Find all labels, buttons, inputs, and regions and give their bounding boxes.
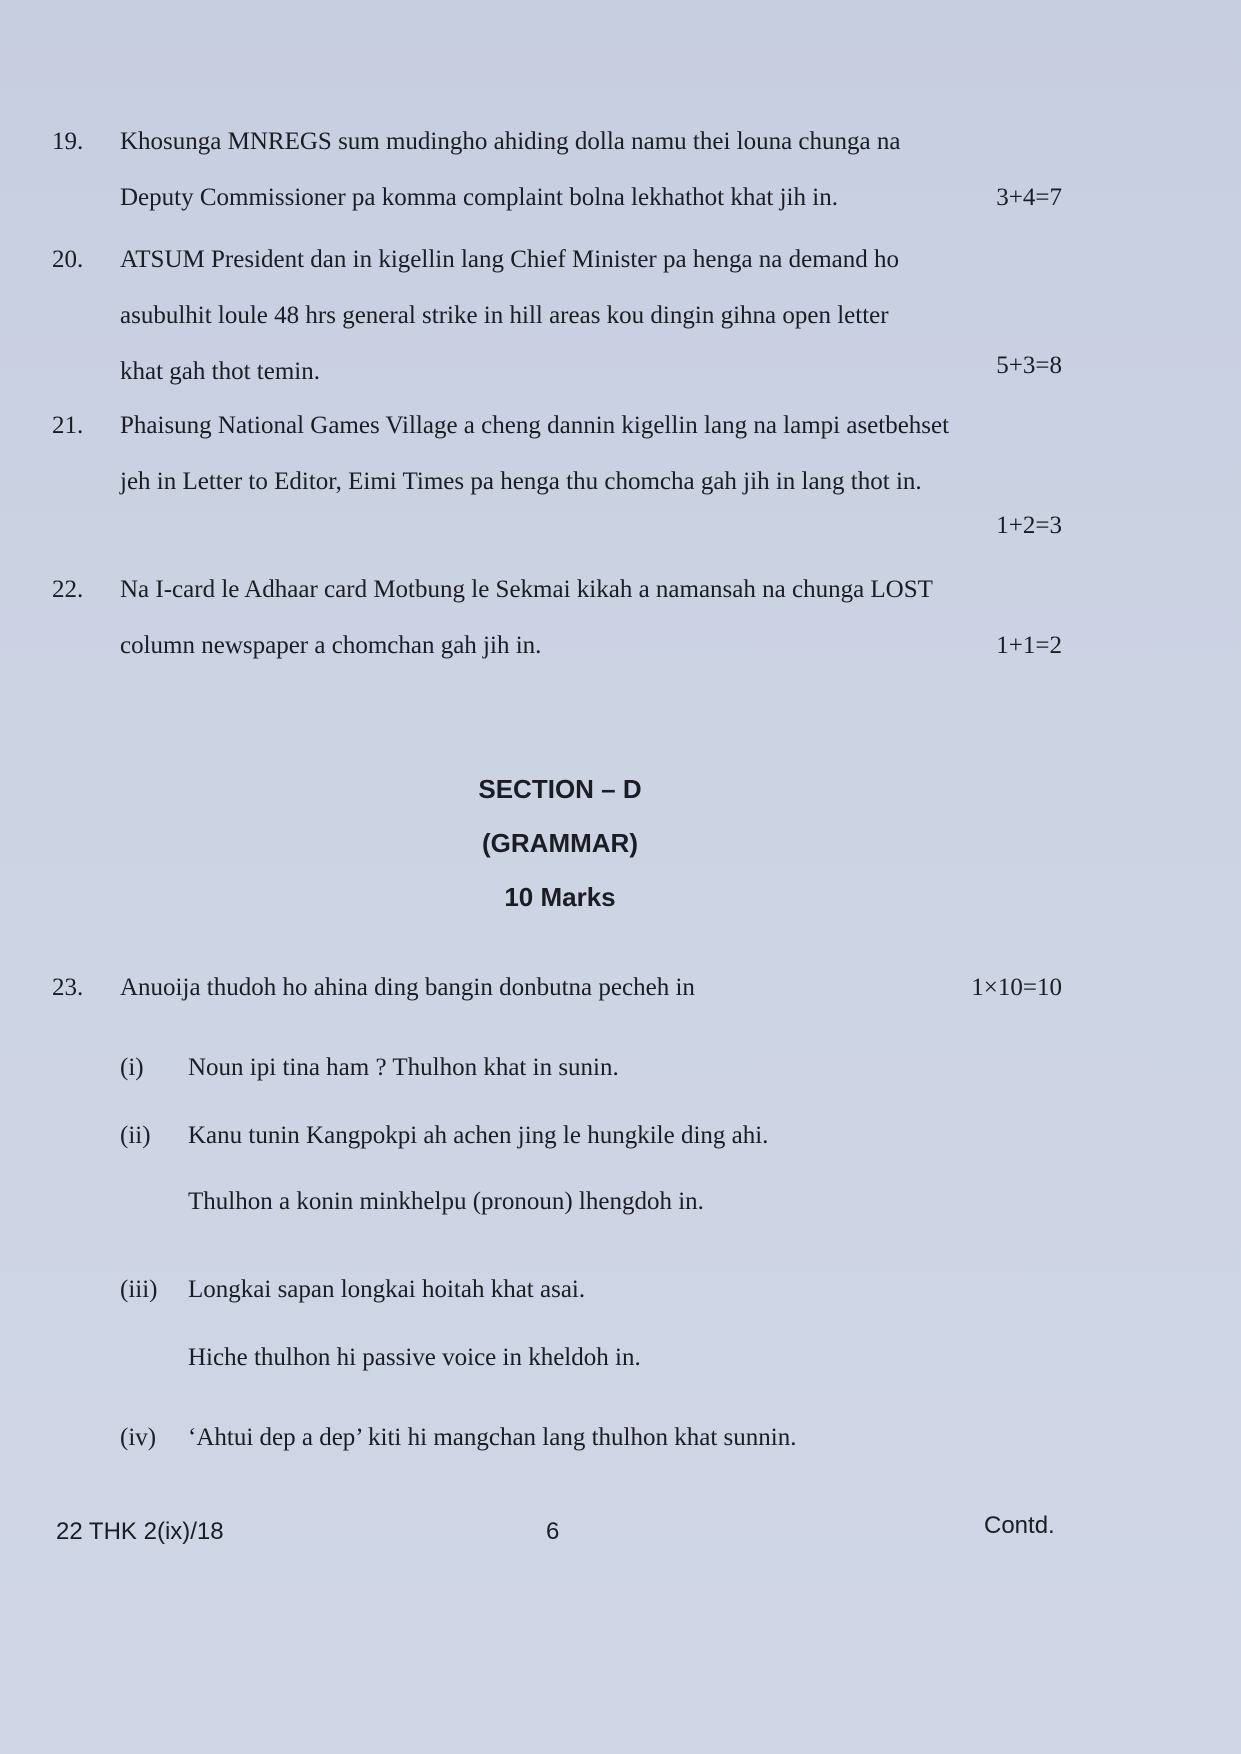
section-marks: 10 Marks xyxy=(504,882,616,912)
question-marks: 1+1=2 xyxy=(996,632,1062,659)
question-marks: 5+3=8 xyxy=(996,352,1062,379)
sub-question-label: (iii) xyxy=(120,1276,158,1303)
page-number: 6 xyxy=(546,1518,560,1545)
question-marks: 1×10=10 xyxy=(971,974,1062,1001)
sub-question-text: ‘Ahtui dep a dep’ kiti hi mangchan lang thulhon khat sunnin. xyxy=(188,1424,797,1451)
section-title: SECTION – D xyxy=(478,774,642,804)
section-subtitle: (GRAMMAR) xyxy=(482,828,638,858)
continued-label: Contd. xyxy=(984,1512,1055,1539)
sub-question-text: Hiche thulhon hi passive voice in kheldoh in. xyxy=(188,1344,641,1371)
question-text: Deputy Commissioner pa komma complaint bolna lekhathot khat jih in. xyxy=(120,184,838,211)
question-number: 22. xyxy=(52,576,84,603)
question-number: 23. xyxy=(52,974,84,1001)
sub-question-label: (i) xyxy=(120,1054,144,1081)
sub-question-text: Thulhon a konin minkhelpu (pronoun) lhengdoh in. xyxy=(188,1188,704,1215)
question-number: 20. xyxy=(52,246,84,273)
question-text: column newspaper a chomchan gah jih in. xyxy=(120,632,542,659)
question-text: jeh in Letter to Editor, Eimi Times pa henga thu chomcha gah jih in lang thot in. xyxy=(120,468,922,495)
paper-code: 22 THK 2(ix)/18 xyxy=(56,1518,224,1545)
sub-question-label: (ii) xyxy=(120,1122,151,1149)
question-number: 19. xyxy=(52,128,84,155)
sub-question-text: Noun ipi tina ham ? Thulhon khat in sunin. xyxy=(188,1054,619,1081)
sub-question-label: (iv) xyxy=(120,1424,157,1451)
question-text: Phaisung National Games Village a cheng dannin kigellin lang na lampi asetbehset xyxy=(120,412,950,439)
question-number: 21. xyxy=(52,412,84,439)
sub-question-text: Kanu tunin Kangpokpi ah achen jing le hungkile ding ahi. xyxy=(188,1122,769,1149)
question-text: Anuoija thudoh ho ahina ding bangin donbutna pecheh in xyxy=(120,974,695,1001)
sub-question-text: Longkai sapan longkai hoitah khat asai. xyxy=(188,1276,586,1303)
question-text: ATSUM President dan in kigellin lang Chief Minister pa henga na demand ho xyxy=(120,246,900,273)
question-text: Khosunga MNREGS sum mudingho ahiding dolla namu thei louna chunga na xyxy=(120,128,901,155)
question-text: Na I-card le Adhaar card Motbung le Sekmai kikah a namansah na chunga LOST xyxy=(120,576,933,603)
question-marks: 1+2=3 xyxy=(996,512,1062,539)
question-marks: 3+4=7 xyxy=(996,184,1062,211)
question-text: asubulhit loule 48 hrs general strike in hill areas kou dingin gihna open letter xyxy=(120,302,889,329)
question-text: khat gah thot temin. xyxy=(120,358,320,385)
